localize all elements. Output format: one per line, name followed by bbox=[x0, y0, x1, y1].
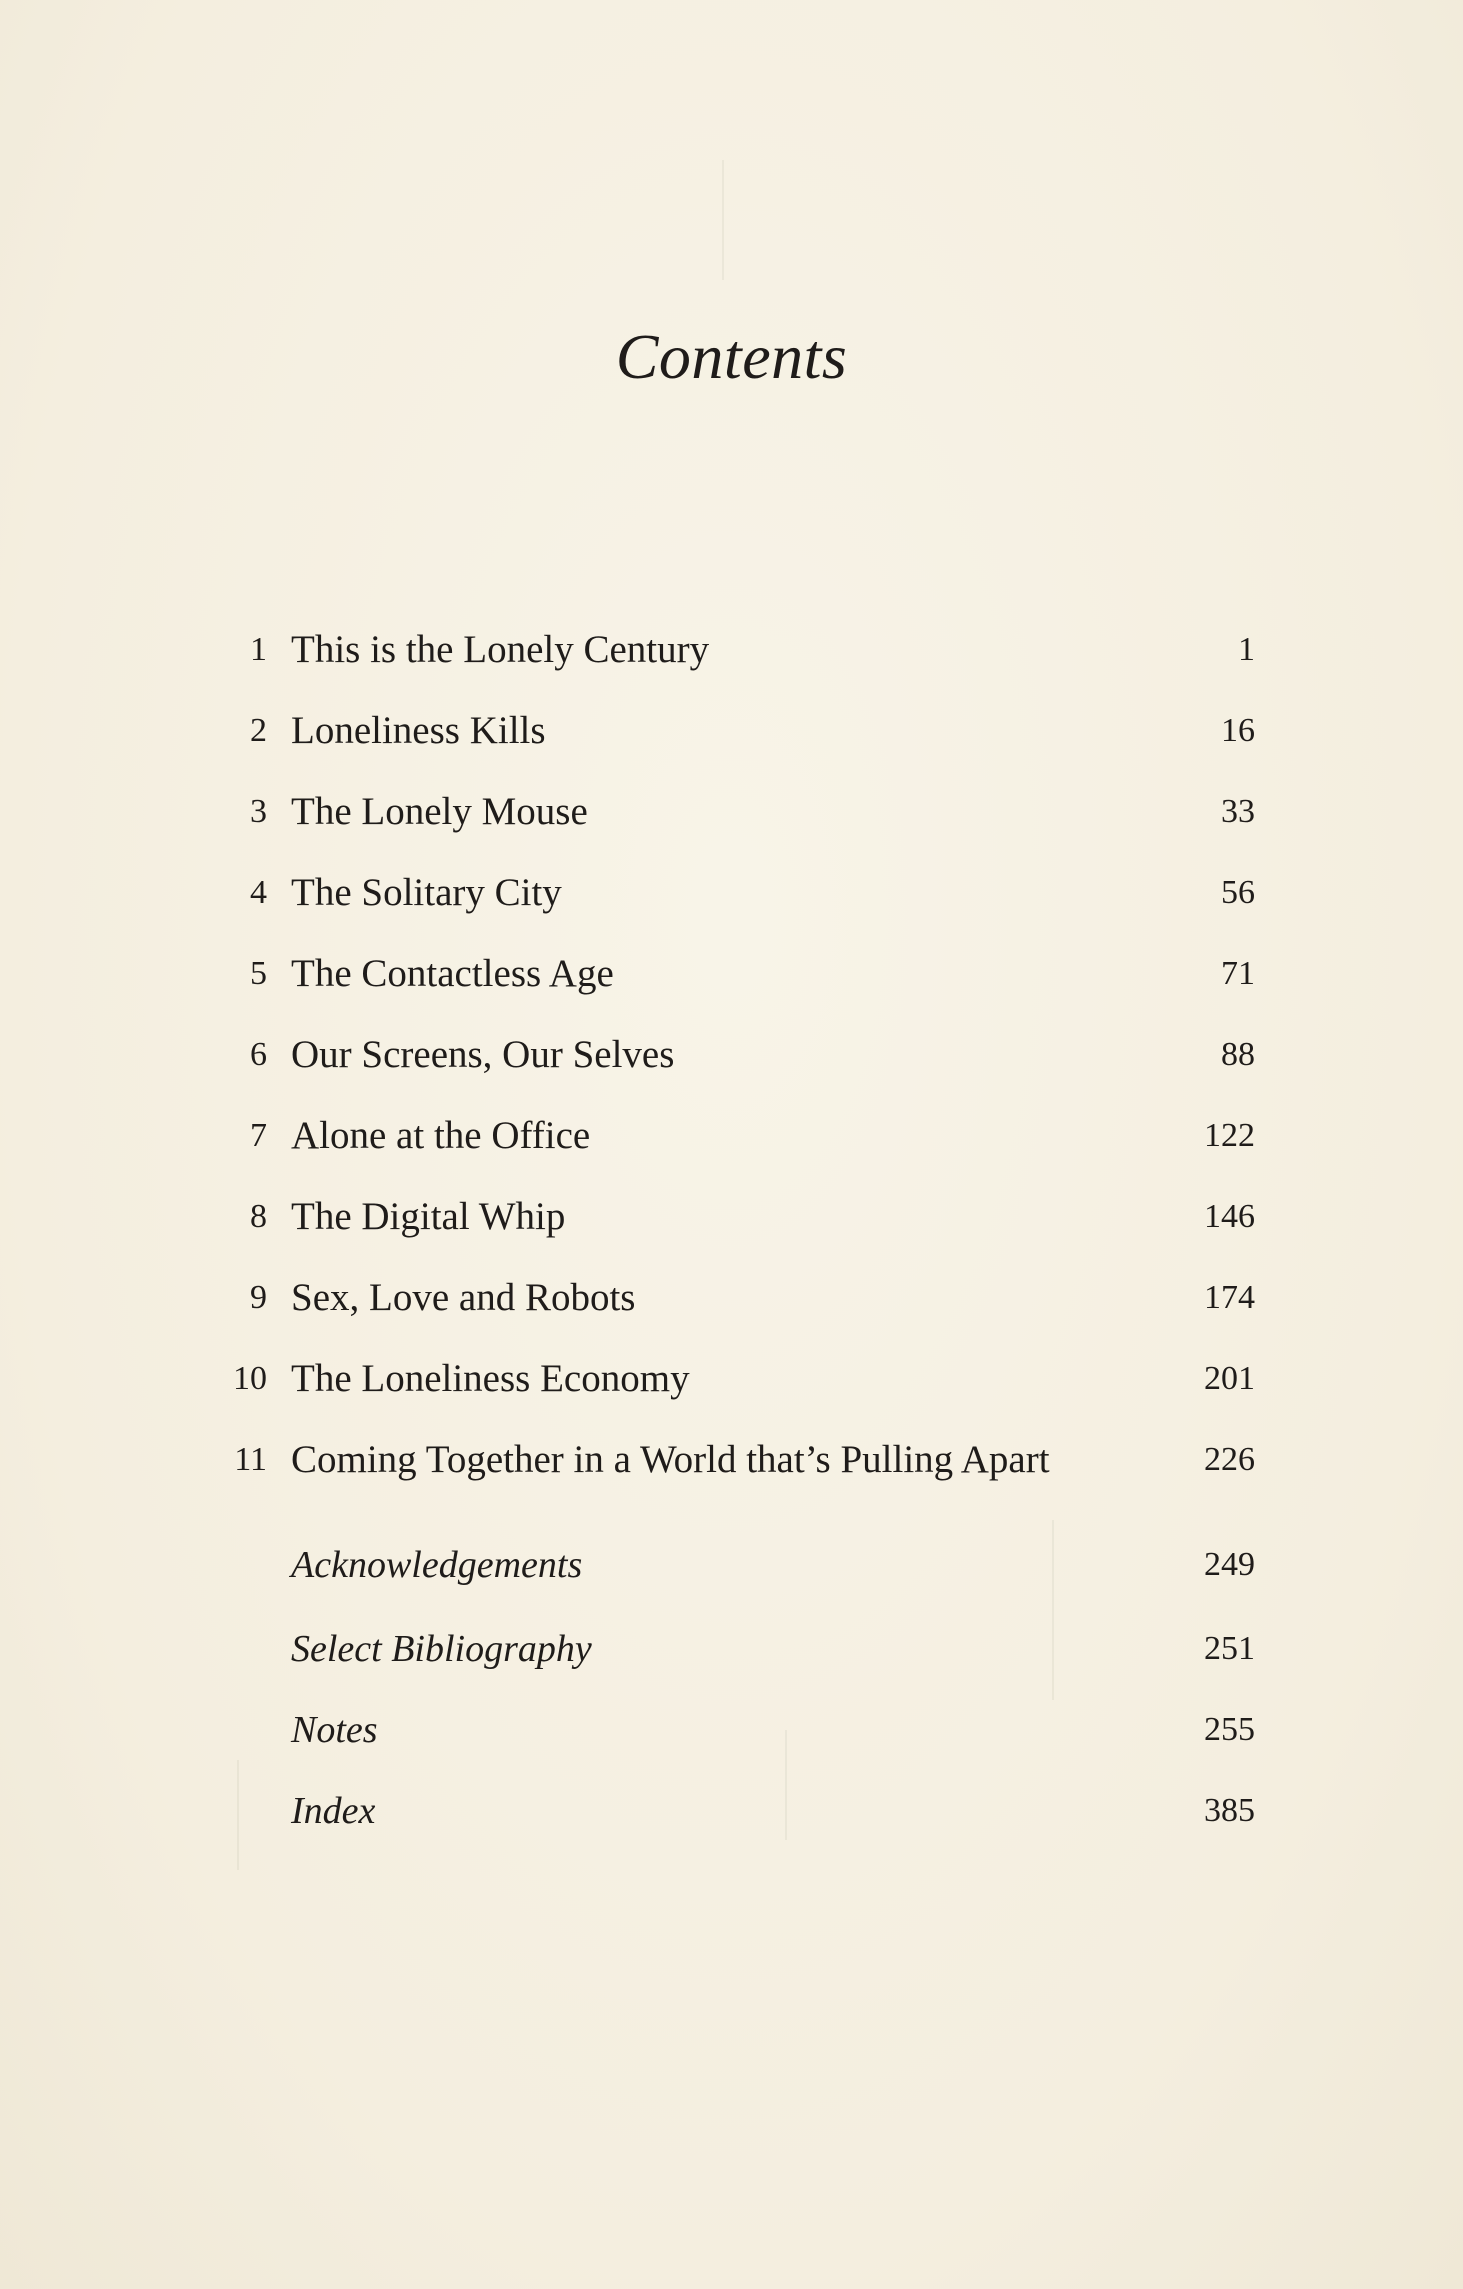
toc-entry-chapter-4[interactable] bbox=[0, 863, 1463, 923]
page-number: 385 bbox=[1204, 1792, 1255, 1829]
toc-entry-chapter-8[interactable] bbox=[0, 1187, 1463, 1247]
paper-mark bbox=[722, 160, 724, 280]
chapter-title: Sex, Love and Robots bbox=[291, 1276, 636, 1319]
page-number: 122 bbox=[1204, 1117, 1255, 1154]
chapter-title: This is the Lonely Century bbox=[291, 628, 710, 671]
chapter-title: The Loneliness Economy bbox=[291, 1357, 690, 1400]
page-number: 56 bbox=[1221, 874, 1255, 911]
chapter-number: 6 bbox=[250, 1036, 267, 1073]
chapter-number: 1 bbox=[250, 631, 267, 668]
page-number: 71 bbox=[1221, 955, 1255, 992]
toc-entry-notes[interactable] bbox=[0, 1700, 1463, 1760]
chapter-number: 10 bbox=[233, 1360, 267, 1397]
page-number: 16 bbox=[1221, 712, 1255, 749]
toc-entry-chapter-2[interactable] bbox=[0, 701, 1463, 761]
page-number: 249 bbox=[1204, 1546, 1255, 1583]
page-number: 146 bbox=[1204, 1198, 1255, 1235]
back-matter-title: Index bbox=[291, 1790, 376, 1832]
page-number: 201 bbox=[1204, 1360, 1255, 1397]
toc-entry-acknowledgements[interactable] bbox=[0, 1535, 1463, 1595]
toc-entry-select-bibliography[interactable] bbox=[0, 1619, 1463, 1679]
chapter-title: The Lonely Mouse bbox=[291, 790, 588, 833]
back-matter-title: Notes bbox=[291, 1709, 378, 1751]
back-matter-title: Select Bibliography bbox=[291, 1628, 592, 1670]
chapter-number: 11 bbox=[234, 1441, 267, 1478]
toc-entry-chapter-3[interactable] bbox=[0, 782, 1463, 842]
page-number: 255 bbox=[1204, 1711, 1255, 1748]
page-title: Contents bbox=[615, 321, 848, 392]
back-matter-title: Acknowledgements bbox=[291, 1544, 583, 1586]
chapter-number: 5 bbox=[250, 955, 267, 992]
page-number: 251 bbox=[1204, 1630, 1255, 1667]
chapter-title: Our Screens, Our Selves bbox=[291, 1033, 675, 1076]
chapter-title: Loneliness Kills bbox=[291, 709, 546, 752]
chapter-title: Alone at the Office bbox=[291, 1114, 591, 1157]
page-number: 33 bbox=[1221, 793, 1255, 830]
toc-entry-chapter-11[interactable] bbox=[0, 1430, 1463, 1490]
chapter-number: 9 bbox=[250, 1279, 267, 1316]
chapter-title: The Contactless Age bbox=[291, 952, 614, 995]
toc-entry-chapter-10[interactable] bbox=[0, 1349, 1463, 1409]
chapter-title: Coming Together in a World that’s Pulling Apart bbox=[291, 1438, 1050, 1481]
page-number: 226 bbox=[1204, 1441, 1255, 1478]
chapter-number: 4 bbox=[250, 874, 267, 911]
toc-entry-chapter-1[interactable] bbox=[0, 620, 1463, 680]
chapter-title: The Solitary City bbox=[291, 871, 562, 914]
page-number: 88 bbox=[1221, 1036, 1255, 1073]
page-number: 174 bbox=[1204, 1279, 1255, 1316]
toc-entry-chapter-9[interactable] bbox=[0, 1268, 1463, 1328]
toc-entry-chapter-5[interactable] bbox=[0, 944, 1463, 1004]
toc-entry-chapter-6[interactable] bbox=[0, 1025, 1463, 1085]
toc-entry-chapter-7[interactable] bbox=[0, 1106, 1463, 1166]
page-number: 1 bbox=[1238, 631, 1255, 668]
chapter-number: 7 bbox=[250, 1117, 267, 1154]
toc-entry-index[interactable] bbox=[0, 1781, 1463, 1841]
chapter-title: The Digital Whip bbox=[291, 1195, 566, 1238]
chapter-number: 8 bbox=[250, 1198, 267, 1235]
chapter-number: 3 bbox=[250, 793, 267, 830]
chapter-number: 2 bbox=[250, 712, 267, 749]
